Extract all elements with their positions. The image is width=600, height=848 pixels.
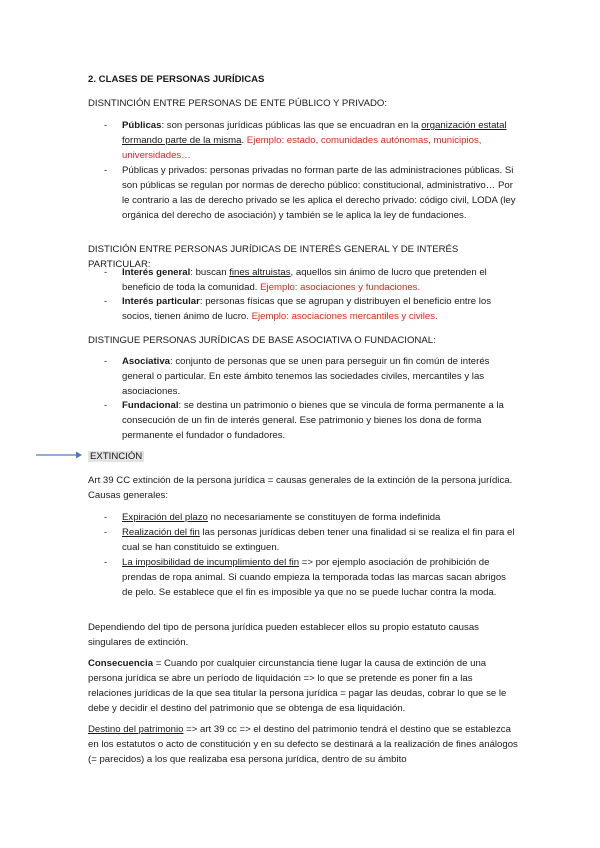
underlined-text: organización estatal formando parte de la misma	[122, 120, 507, 146]
paragraph-consecuencia: Consecuencia = Cuando por cualquier circunstancia tiene lugar la causa de extinción de una persona jurídica se abre un período de liquidación => lo que se pretende es poner fin a las relaciones jurídicas de la que sea titular la persona jurídica = pagar las deudas, cobrar lo que se le debe y decidir el destino del patrimonio que se obtenga de esa liquidación.	[88, 658, 507, 714]
heading-base: DISTINGUE PERSONAS JURÍDICAS DE BASE ASOCIATIVA O FUNDACIONAL:	[88, 335, 436, 346]
paragraph-destino: Destino del patrimonio => art 39 cc => el destino del patrimonio tendrá el destino que se establezca en los estatutos o acto de constitución y en su defecto se destinará a la realización de fines análogos (= parecidos) a los que realizaba esa persona jurídica, dentro de su ámbito	[88, 724, 518, 765]
list-item-expiracion: - Expiración del plazo no necesariamente se constituyen de forma indefinida	[104, 512, 441, 523]
list-item-fundacional: - Fundacional: se destina un patrimonio o bienes que se vincula de forma permanente a la consecución de un fin de interés general. Ese patrimonio y bienes los dona de forma permanente el fundador o fundadores.	[104, 400, 504, 441]
list-item-realizacion: - Realización del fin las personas jurídicas deben tener una finalidad si se realiza el fin para el cual se han constituido se extinguen.	[104, 527, 515, 553]
underlined-text: fines altruistas	[229, 267, 291, 278]
paragraph-estatuto: Dependiendo del tipo de persona jurídica pueden establecer ellos su propio estatuto causas singulares de extinción.	[88, 622, 479, 648]
list-item-publicas-privados: - Públicas y privados: personas privadas no forman parte de las administraciones públicas. Si son públicas se regulan por normas de derecho público: constitucional, administrativo… Por le contrario a las de derecho privado se les aplica el derecho privado: código civil, LODA (ley orgánica del derecho de asociación) y también se le aplica la ley de fundaciones.	[104, 165, 516, 221]
list-item-imposibilidad: - La imposibilidad de incumplimiento del fin => por ejemplo asociación de prohibición de prendas de ropa animal. Si cuando empieza la temporada todas las marcas sacan abrigos de pelo. Se establece que el fin es imposible ya que no se puede luchar contra la moda.	[104, 557, 506, 598]
heading-extincion: EXTINCIÓN	[90, 451, 143, 462]
example-text: Ejemplo: asociaciones mercantiles y civiles.	[251, 311, 438, 322]
list-item-interes-particular: - Interés particular: personas físicas que se agrupan y distribuyen el beneficio entre los socios, tienen ánimo de lucro. Ejemplo: asociaciones mercantiles y civiles.	[104, 296, 492, 322]
list-item-publicas: - Públicas: son personas jurídicas públicas las que se encuadran en la organización estatal formando parte de la misma. Ejemplo: estado, comunidades autónomas, municipios, universidades…	[104, 120, 507, 161]
term-publicas: Públicas	[122, 120, 162, 131]
arrow-right-icon	[36, 450, 82, 460]
section-title: 2. CLASES DE PERSONAS JURÍDICAS	[88, 74, 265, 85]
extincion-intro: Art 39 CC extinción de la persona jurídica = causas generales de la extinción de la persona jurídica. Causas generales:	[88, 475, 513, 501]
example-text: Ejemplo: estado, comunidades autónomas, municipios, universidades…	[122, 135, 482, 161]
list-item-interes-general: - Interés general: buscan fines altruistas, aquellos sin ánimo de lucro que pretenden el beneficio de toda la comunidad. Ejemplo: asociaciones y fundaciones.	[104, 267, 487, 293]
heading-publico-privado: DISNTINCIÓN ENTRE PERSONAS DE ENTE PÚBLICO Y PRIVADO:	[88, 98, 388, 109]
heading-interes: DISTICIÓN ENTRE PERSONAS JURÍDICAS DE INTERÉS GENERAL Y DE INTERÉS PARTICULAR:	[88, 244, 459, 270]
list-item-asociativa: - Asociativa: conjunto de personas que se unen para perseguir un fin común de interés general o particular. En este ámbito tenemos las sociedades civiles, mercantiles y las asociaciones.	[104, 356, 490, 397]
example-text: Ejemplo: asociaciones y fundaciones.	[260, 282, 421, 293]
